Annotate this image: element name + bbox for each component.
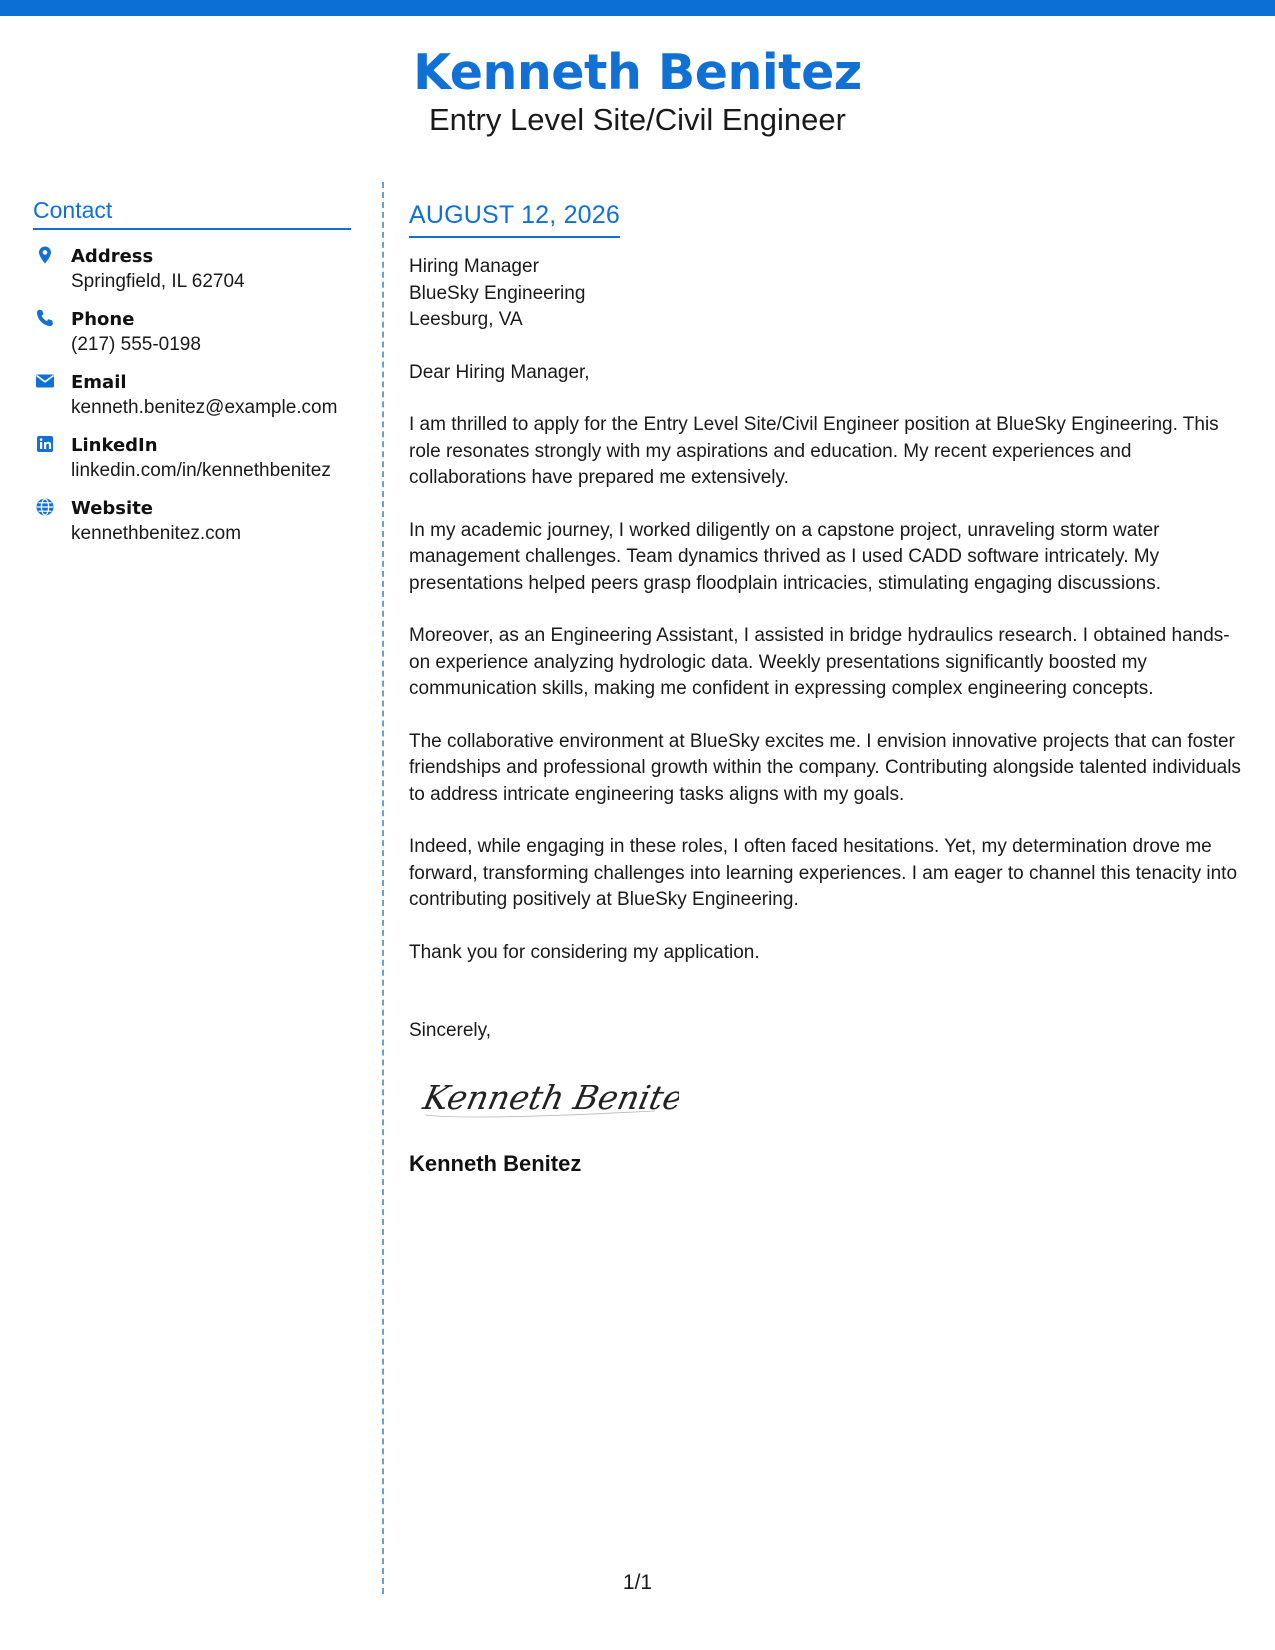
contact-value: Springfield, IL 62704 <box>71 271 245 292</box>
body-paragraph: Indeed, while engaging in these roles, I often faced hesitations. Yet, my determination drove me forward, transforming challenges into learning experiences. I am eager to channel this tenacity into contributing positively at BlueSky Engineering. <box>409 836 1238 910</box>
salutation: Dear Hiring Manager, <box>409 361 590 383</box>
closing: Sincerely, <box>409 1020 492 1041</box>
column-divider <box>382 182 384 1594</box>
signer-name: Kenneth Benitez <box>409 1151 582 1176</box>
thanks-line: Thank you for considering my application. <box>409 941 760 963</box>
applicant-title: Entry Level Site/Civil Engineer <box>429 102 846 137</box>
contact-value: (217) 555-0198 <box>71 334 201 355</box>
contact-sidebar <box>33 195 351 559</box>
contact-item-phone <box>33 307 351 357</box>
contact-value: linkedin.com/in/kennethbenitez <box>71 460 331 481</box>
contact-label: Email <box>71 372 127 393</box>
letter-date: AUGUST 12, 2026 <box>409 198 620 238</box>
recipient-block <box>409 254 1249 334</box>
body-paragraph: In my academic journey, I worked diligently on a capstone project, unraveling storm water management challenges. Team dynamics thrived as I used CADD software intricately. My presentations helped peers grasp floodplain intricacies, stimulating engaging discussions. <box>409 519 1162 594</box>
recipient-line: BlueSky Engineering <box>409 282 586 304</box>
contact-item-website <box>33 496 351 546</box>
signature-image <box>419 1065 679 1127</box>
linkedin-icon <box>35 434 55 454</box>
recipient-line: Hiring Manager <box>409 256 539 277</box>
email-icon <box>35 371 55 391</box>
page-number: 1/1 <box>622 1571 653 1594</box>
contact-value: kennethbenitez.com <box>71 523 242 544</box>
page-header <box>0 40 1275 138</box>
contact-list <box>33 244 351 546</box>
contact-item-linkedin <box>33 433 351 483</box>
contact-label: Website <box>71 498 154 519</box>
phone-icon <box>35 308 55 328</box>
body-paragraph: The collaborative environment at BlueSky excites me. I envision innovative projects that can foster friendships and professional growth within the company. Contributing alongside talented individuals to address intricate engineering tasks aligns with my goals. <box>409 730 1241 805</box>
recipient-line: Leesburg, VA <box>409 309 523 330</box>
body-paragraph: I am thrilled to apply for the Entry Level Site/Civil Engineer position at BlueSky Engineering. This role resonates strongly with my aspirations and education. My recent experiences and collaborations have prepared me extensively. <box>409 414 1219 488</box>
top-accent-bar <box>0 0 1275 16</box>
contact-label: Address <box>71 246 154 267</box>
svg-text:Kenneth Benitez: Kenneth Benitez <box>419 1077 679 1117</box>
applicant-name: Kenneth Benitez <box>413 44 862 101</box>
map-pin-icon <box>35 245 55 265</box>
contact-item-address <box>33 244 351 294</box>
globe-icon <box>35 497 55 517</box>
contact-value: kenneth.benitez@example.com <box>71 397 338 418</box>
contact-item-email <box>33 370 351 420</box>
contact-label: LinkedIn <box>71 435 158 456</box>
letter-body <box>409 198 1249 1178</box>
contact-label: Phone <box>71 309 135 330</box>
contact-heading: Contact <box>33 195 351 230</box>
body-paragraph: Moreover, as an Engineering Assistant, I assisted in bridge hydraulics research. I obtained hands-on experience analyzing hydrologic data. Weekly presentations significantly boosted my communication skills, making me confident in expressing complex engineering concepts. <box>409 625 1230 699</box>
